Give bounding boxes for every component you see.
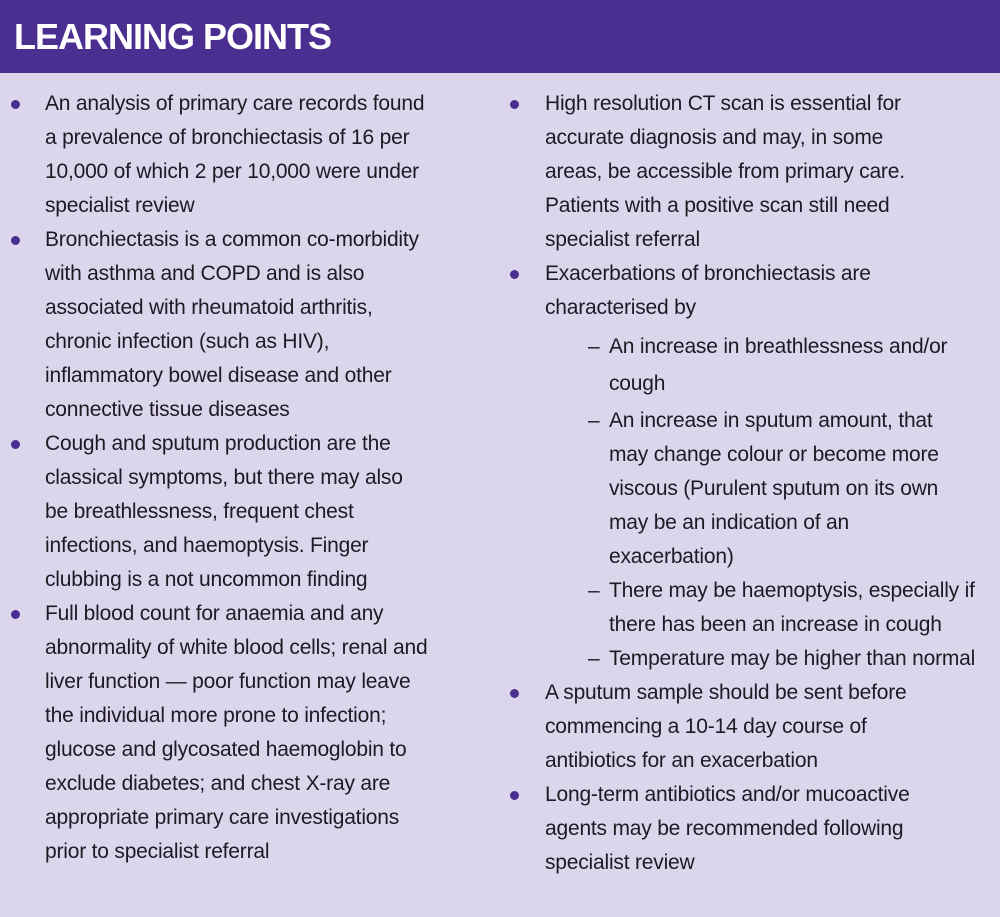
list-item (500, 257, 1000, 676)
dash-icon: – (588, 579, 600, 602)
sub-list-item (545, 642, 1000, 676)
bullet-icon (11, 100, 20, 109)
list-item (500, 87, 1000, 257)
item-text-line: commencing a 10-14 day course of (545, 715, 867, 738)
item-text-line: Full blood count for anaemia and any (45, 602, 384, 625)
item-text-line: connective tissue diseases (45, 398, 290, 421)
header-banner (0, 0, 1000, 73)
item-text-line: prior to specialist referral (45, 840, 270, 863)
bullet-icon (510, 689, 519, 698)
item-text-line: Exacerbations of bronchiectasis are (545, 262, 871, 285)
item-text-line: the individual more prone to infection; (45, 704, 387, 727)
item-text-line: specialist review (545, 851, 695, 874)
item-text-line: exclude diabetes; and chest X-ray are (45, 772, 391, 795)
item-text-line: areas, be accessible from primary care. (545, 160, 905, 183)
bullet-icon (11, 440, 20, 449)
sub-list-item (545, 330, 1000, 404)
list-item (500, 778, 1000, 880)
sub-item-text-line: may be an indication of an (609, 511, 849, 534)
item-text-line: with asthma and COPD and is also (45, 262, 365, 285)
bullet-icon (510, 100, 519, 109)
sub-list-item (545, 404, 1000, 574)
item-text-line: glucose and glycosated haemoglobin to (45, 738, 407, 761)
item-text-line: specialist referral (545, 228, 700, 251)
sub-item-text-line: may change colour or become more (609, 443, 939, 466)
left-column (0, 87, 490, 869)
sub-item-text-line: cough (609, 372, 666, 395)
list-item (0, 223, 490, 427)
sub-item-text-line: exacerbation) (609, 545, 734, 568)
item-text-line: Cough and sputum production are the (45, 432, 391, 455)
bullet-icon (510, 270, 519, 279)
dash-icon: – (588, 409, 600, 432)
item-text-line: be breathlessness, frequent chest (45, 500, 354, 523)
item-text-line: appropriate primary care investigations (45, 806, 400, 829)
sub-item-text-line: viscous (Purulent sputum on its own (609, 477, 939, 500)
item-text-line: accurate diagnosis and may, in some (545, 126, 884, 149)
list-item (0, 597, 490, 869)
item-text-line: inflammatory bowel disease and other (45, 364, 392, 387)
item-text-line: a prevalence of bronchiectasis of 16 per (45, 126, 410, 149)
list-item (500, 676, 1000, 778)
item-text-line: A sputum sample should be sent before (545, 681, 907, 704)
right-column (500, 87, 1000, 880)
item-text-line: High resolution CT scan is essential for (545, 92, 901, 115)
dash-icon: – (588, 647, 600, 670)
item-text-line: clubbing is a not uncommon finding (45, 568, 368, 591)
item-text-line: liver function — poor function may leave (45, 670, 411, 693)
item-text-line: associated with rheumatoid arthritis, (45, 296, 373, 319)
dash-icon: – (588, 335, 600, 358)
list-item (0, 427, 490, 597)
item-text-line: classical symptoms, but there may also (45, 466, 403, 489)
bullet-icon (11, 610, 20, 619)
list-item (0, 87, 490, 223)
item-text-line: Patients with a positive scan still need (545, 194, 890, 217)
sub-item-text-line: There may be haemoptysis, especially if (609, 579, 975, 602)
item-text-line: Bronchiectasis is a common co-morbidity (45, 228, 419, 251)
sub-item-text-line: An increase in sputum amount, that (609, 409, 933, 432)
item-text-line: infections, and haemoptysis. Finger (45, 534, 369, 557)
sub-item-text-line: there has been an increase in cough (609, 613, 942, 636)
item-text-line: Long-term antibiotics and/or mucoactive (545, 783, 910, 806)
bullet-icon (11, 236, 20, 245)
page-title: LEARNING POINTS (14, 16, 332, 57)
item-text-line: characterised by (545, 296, 696, 319)
item-text-line: 10,000 of which 2 per 10,000 were under (45, 160, 419, 183)
sub-item-text-line: Temperature may be higher than normal (609, 647, 976, 670)
item-text-line: An analysis of primary care records found (45, 92, 425, 115)
item-text-line: abnormality of white blood cells; renal and (45, 636, 428, 659)
item-text-line: chronic infection (such as HIV), (45, 330, 330, 353)
item-text-line: specialist review (45, 194, 195, 217)
sub-item-text-line: An increase in breathlessness and/or (609, 335, 948, 358)
item-text-line: antibiotics for an exacerbation (545, 749, 818, 772)
item-text-line: agents may be recommended following (545, 817, 904, 840)
bullet-icon (510, 791, 519, 800)
sub-list-item (545, 574, 1000, 642)
